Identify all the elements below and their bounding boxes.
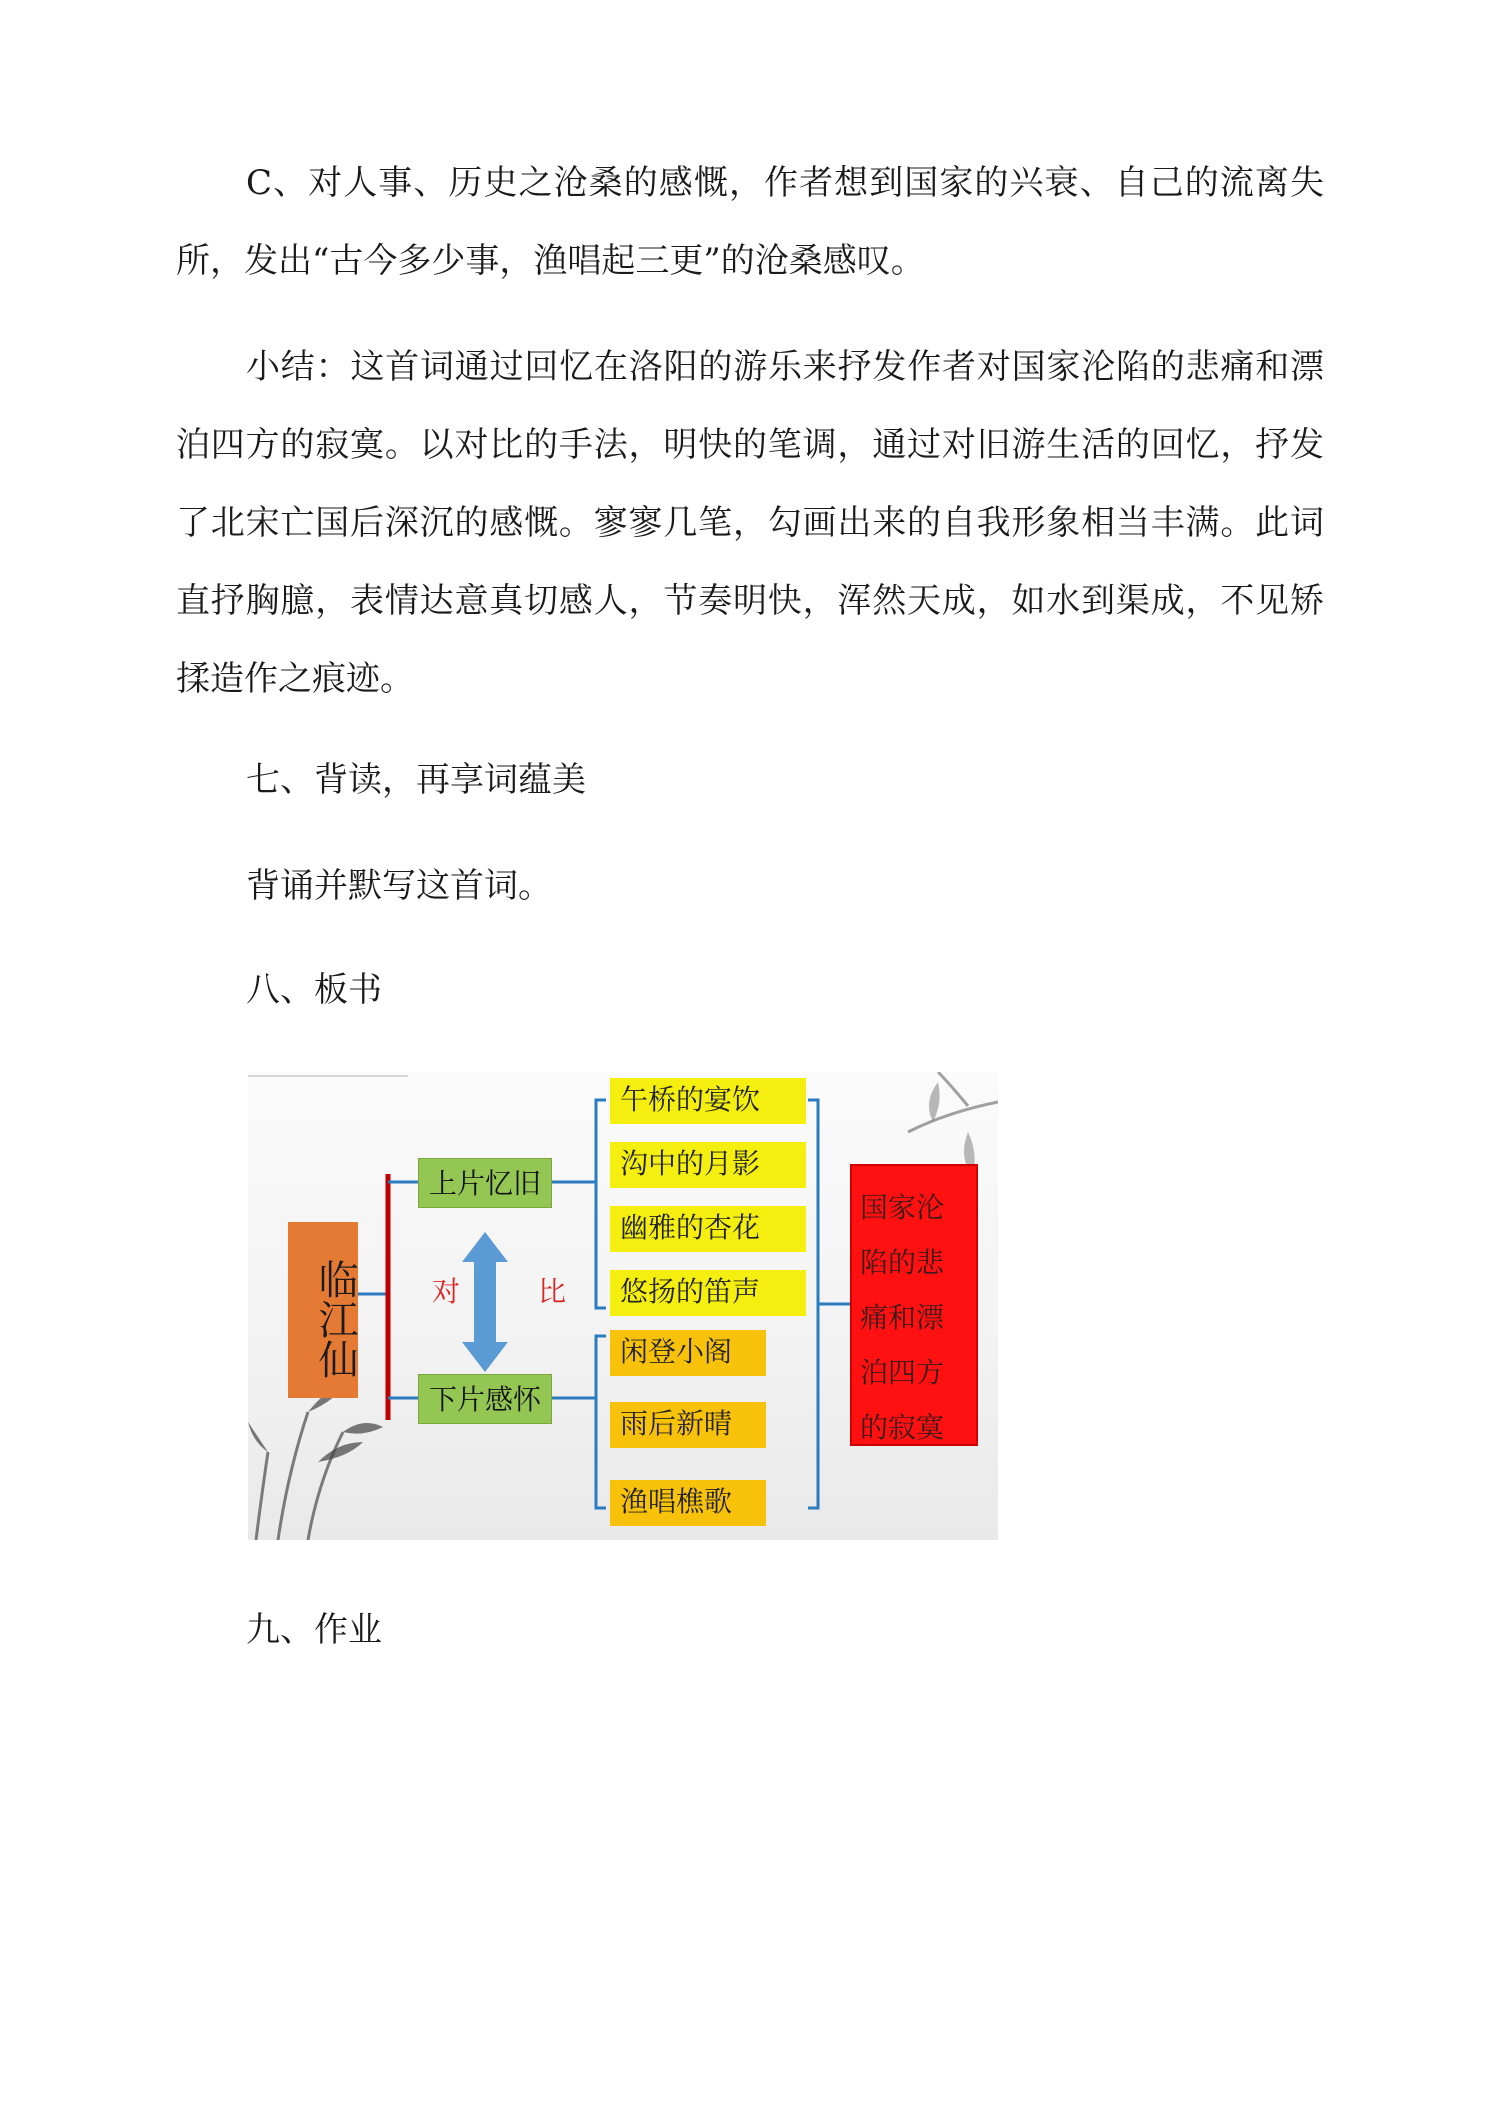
lower-item: 雨后新晴 [610, 1402, 766, 1448]
lower-stanza-box: 下片感怀 [418, 1374, 552, 1424]
paragraph-c-line-1: C、对人事、历史之沧桑的感慨，作者想到国家的兴衰、自己的流离失 [246, 163, 1324, 203]
upper-item: 悠扬的笛声 [610, 1270, 806, 1316]
paragraph-summary [176, 328, 1324, 718]
heading-seven: 七、背读，再享词蕴美 [246, 760, 586, 800]
contrast-label-left: 对 [432, 1275, 461, 1308]
upper-item: 幽雅的杏花 [610, 1206, 806, 1252]
lower-item: 闲登小阁 [610, 1330, 766, 1376]
paragraph-c [176, 144, 1324, 300]
paragraph-c-line-2: 所，发出“古今多少事，渔唱起三更”的沧桑感叹。 [176, 241, 925, 281]
contrast-arrow-icon [462, 1232, 508, 1372]
poem-title-box: 临江仙 [288, 1222, 358, 1398]
summary-line-5: 揉造作之痕迹。 [176, 659, 414, 699]
summary-line-2: 泊四方的寂寞。以对比的手法，明快的笔调，通过对旧游生活的回忆，抒发 [176, 425, 1324, 465]
heading-nine: 九、作业 [246, 1610, 382, 1650]
summary-line-1: 小结：这首词通过回忆在洛阳的游乐来抒发作者对国家沦陷的悲痛和漂 [246, 347, 1324, 387]
contrast-label-right: 比 [538, 1275, 567, 1308]
upper-item: 午桥的宴饮 [610, 1078, 806, 1124]
upper-item: 沟中的月影 [610, 1142, 806, 1188]
upper-stanza-box: 上片忆旧 [418, 1158, 552, 1208]
heading-eight: 八、板书 [246, 970, 382, 1010]
bamboo-decoration [256, 1412, 343, 1540]
conclusion-box: 国家沦 陷的悲 痛和漂 泊四方 的寂寞 [850, 1164, 978, 1446]
summary-line-3: 了北宋亡国后深沉的感慨。寥寥几笔，勾画出来的自我形象相当丰满。此词 [176, 503, 1324, 543]
summary-line-4: 直抒胸臆，表情达意真切感人，节奏明快，浑然天成，如水到渠成，不见矫 [176, 581, 1324, 621]
lower-item: 渔唱樵歌 [610, 1480, 766, 1526]
board-diagram [248, 1072, 998, 1540]
recite-instruction: 背诵并默写这首词。 [246, 866, 552, 906]
